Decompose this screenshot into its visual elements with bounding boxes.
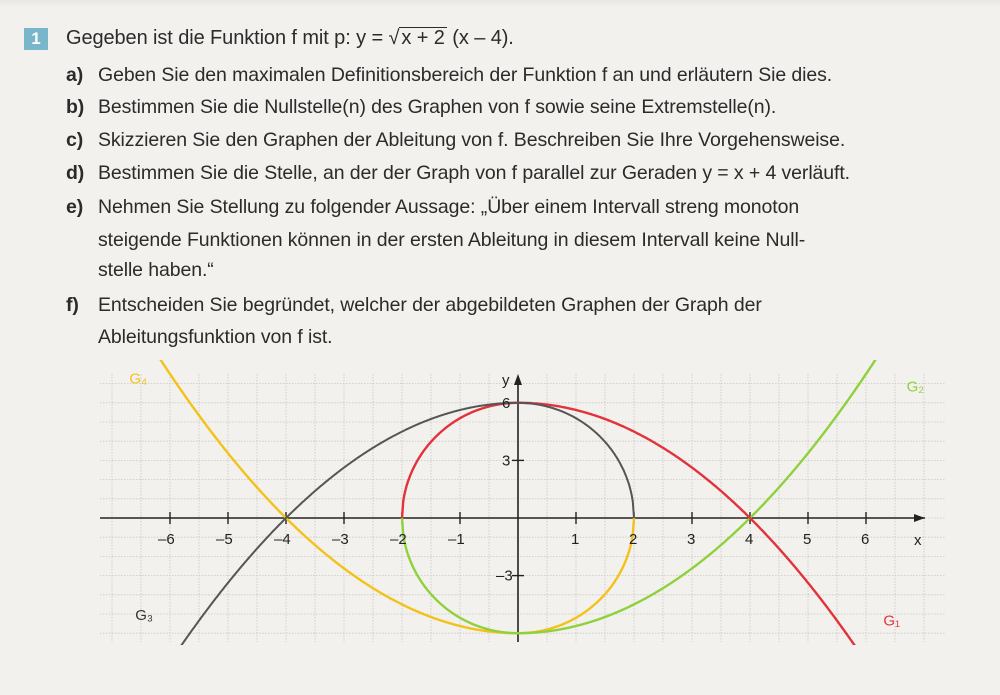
x-tick-label: 4 <box>745 531 754 548</box>
part-b <box>66 96 776 119</box>
part-e <box>66 196 799 219</box>
part-label: a) <box>66 64 84 86</box>
curve-label-3: G₃ <box>135 606 153 624</box>
curve-g2 <box>402 360 901 633</box>
x-tick-label: 6 <box>861 531 870 548</box>
y-tick-label: 3 <box>502 452 511 470</box>
x-tick-label: 1 <box>571 531 580 548</box>
part-label: c) <box>66 129 84 151</box>
axes <box>100 374 925 642</box>
x-axis-arrow <box>914 514 925 522</box>
part-text: Bestimmen Sie die Nullstelle(n) des Graphen von f sowie seine Extremstelle(n). <box>98 96 777 118</box>
part-label: b) <box>66 96 85 118</box>
x-tick-label: –3 <box>332 531 349 548</box>
part-e-cont-2: stelle haben.“ <box>98 259 214 281</box>
curve-g1 <box>402 403 868 645</box>
formula-lhs: p: y = <box>334 27 384 49</box>
y-axis-label: y <box>502 372 510 389</box>
part-text: Geben Sie den maximalen Definitionsbereich der Funktion f an und erläutern Sie dies. <box>98 64 833 86</box>
task-intro <box>66 27 514 50</box>
curve-label-2: G₂ <box>906 378 925 396</box>
part-a <box>66 64 832 87</box>
curve-g3 <box>164 403 634 645</box>
x-tick-label: –2 <box>390 531 407 548</box>
part-f <box>66 294 762 317</box>
formula-rest: (x – 4). <box>452 27 514 49</box>
x-tick-label: –6 <box>158 531 175 548</box>
x-tick-label: 2 <box>629 531 638 548</box>
page-top-strip <box>0 0 1000 8</box>
grid <box>100 374 945 642</box>
part-d <box>66 162 850 185</box>
curve-label-4: G₄ <box>129 370 148 388</box>
sqrt-argument: x + 2 <box>401 27 445 49</box>
part-text: Entscheiden Sie begründet, welcher der abgebildeten Graphen der Graph der <box>98 294 762 316</box>
intro-text: Gegeben ist die Funktion f mit <box>66 27 329 49</box>
x-tick-label: –1 <box>448 531 465 548</box>
curve-g4 <box>129 360 634 633</box>
part-text: Nehmen Sie Stellung zu folgender Aussage: „Über einem Intervall streng monoton <box>98 196 800 218</box>
x-tick-label: 3 <box>687 531 696 548</box>
part-text: Skizzieren Sie den Graphen der Ableitung von f. Beschreiben Sie Ihre Vorgehensweise. <box>98 129 846 151</box>
sqrt-symbol: √ <box>388 27 400 49</box>
part-e-cont-1: steigende Funktionen können in der ersten Ableitung in diesem Intervall keine Null- <box>98 229 806 251</box>
y-axis-arrow <box>514 374 522 385</box>
part-label: d) <box>66 162 85 184</box>
function-graphs <box>0 360 1000 645</box>
y-tick-label: –3 <box>496 567 513 585</box>
x-tick-label: –4 <box>274 531 291 548</box>
part-text: Bestimmen Sie die Stelle, an der der Graph von f parallel zur Geraden y = x + 4 verläuft. <box>98 162 850 184</box>
x-tick-label: 5 <box>803 531 812 548</box>
x-tick-label: –5 <box>216 531 233 548</box>
part-c <box>66 129 845 152</box>
y-tick-label: 6 <box>502 394 511 412</box>
part-label: f) <box>66 294 79 316</box>
labels <box>129 371 924 630</box>
curve-label-1: G₁ <box>883 612 901 630</box>
task-number-badge: 1 <box>24 28 48 50</box>
part-f-cont-1: Ableitungsfunktion von f ist. <box>98 326 333 348</box>
x-axis-label: x <box>914 532 922 549</box>
part-label: e) <box>66 196 84 218</box>
